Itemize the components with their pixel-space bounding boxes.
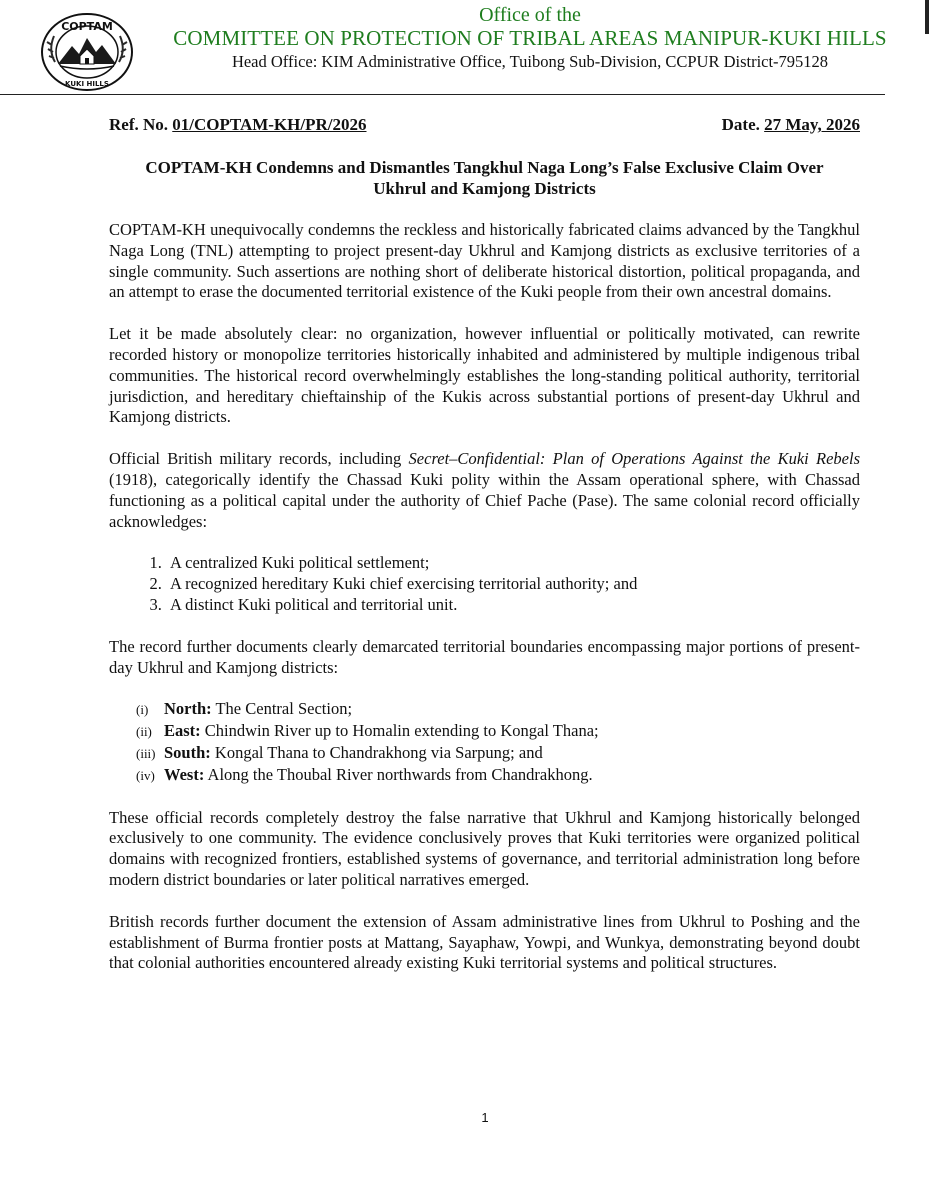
list-item (136, 721, 860, 743)
paragraph-5: These official records completely destroy the false narrative that Ukhrul and Kamjong historically belonged exclusively to one community. The evidence conclusively proves that Kuki territories were organized political domains with recognized frontiers, established systems of governance, and territorial administration long before modern district boundaries or later political narratives emerged. (109, 807, 860, 889)
corner-mark (925, 0, 929, 34)
coptam-logo (40, 12, 134, 92)
paragraph-3-end: (1918), categorically identify the Chassad Kuki polity within the Assam operational sphere, with Chassad functioning as a political capital under the authority of Chief Pache (Pase). The same colonial record officially acknowledges: (109, 469, 860, 531)
list-item (136, 743, 860, 765)
letter-date (722, 114, 860, 136)
list-item (136, 765, 860, 787)
title-line-1: COPTAM-KH Condemns and Dismantles Tangkhul Naga Long’s False Exclusive Claim Over (145, 158, 824, 177)
paragraph-6: British records further document the extension of Assam administrative lines from Ukhrul to Poshing and the establishment of Burma frontier posts at Mattang, Sayaphaw, Yowpi, and Wunkya, demonstrating beyond doubt that colonial authorities encountered already existing Kuki territorial systems and political structures. (109, 911, 860, 973)
boundaries-list (109, 699, 860, 786)
letter-title (109, 157, 860, 199)
boundary-text: Along the Thoubal River northwards from Chandrakhong. (204, 764, 593, 784)
roman-numeral: (iv) (136, 767, 155, 783)
list-item (136, 699, 860, 721)
office-line: Office of the (479, 4, 581, 26)
title-line-2: Ukhrul and Kamjong Districts (373, 179, 596, 198)
paragraph-2: Let it be made absolutely clear: no organization, however influential or politically motivated, can rewrite recorded history or monopolize territories historically inhabited and administered by multiple indigenous tribal communities. The historical record overwhelmingly establishes the long-standing political authority, territorial jurisdiction, and hereditary chieftainship of the Kukis across substantial portions of present-day Ukhrul and Kamjong districts. (109, 324, 860, 427)
letter-body (109, 114, 860, 974)
date-label: Date. (721, 115, 765, 134)
roman-numeral: (i) (136, 702, 149, 718)
boundary-text: The Central Section; (211, 699, 353, 719)
letterhead (150, 4, 910, 73)
ref-value: 01/COPTAM-KH/PR/2026 (172, 115, 367, 134)
boundary-label: North: (164, 699, 212, 719)
paragraph-4: The record further documents clearly demarcated territorial boundaries encompassing major portions of present-day Ukhrul and Kamjong districts: (109, 636, 860, 677)
boundary-label: South: (164, 742, 211, 762)
date-value: 27 May, 2026 (764, 115, 860, 134)
ref-label: Ref. No. (109, 115, 173, 134)
acknowledgement-list (109, 553, 860, 615)
list-item: 2. A recognized hereditary Kuki chief exercising territorial authority; and (166, 574, 860, 595)
logo-top-text: COPTAM (61, 20, 113, 33)
committee-line: COMMITTEE ON PROTECTION OF TRIBAL AREAS MANIPUR-KUKI HILLS (173, 26, 887, 50)
boundary-text: Chindwin River up to Homalin extending to Kongal Thana; (200, 721, 599, 741)
roman-numeral: (iii) (136, 745, 156, 761)
address-line: Head Office: KIM Administrative Office, Tuibong Sub-Division, CCPUR District-795128 (231, 52, 829, 71)
roman-numeral: (ii) (136, 724, 152, 740)
paragraph-3 (109, 449, 860, 532)
boundary-label: East: (164, 721, 201, 741)
document-title-italic: Secret–Confidential: Plan of Operations Against the Kuki Rebels (408, 449, 860, 469)
boundary-label: West: (164, 764, 205, 784)
boundary-text: Kongal Thana to Chandrakhong via Sarpung; and (210, 742, 543, 762)
header-rule (0, 94, 885, 95)
logo-bottom-text: KUKI HILLS (65, 80, 109, 88)
ref-date-row (109, 114, 860, 136)
paragraph-1: COPTAM-KH unequivocally condemns the reckless and historically fabricated claims advanced by the Tangkhul Naga Long (TNL) attempting to project present-day Ukhrul and Kamjong districts as exclusive territories of a single community. Such assertions are nothing short of deliberate historical distortion, political propaganda, and an attempt to erase the documented territorial existence of the Kuki people from their own ancestral domains. (109, 220, 860, 302)
list-item: 3. A distinct Kuki political and territorial unit. (166, 595, 860, 616)
page-number: 1 (481, 1110, 489, 1125)
paragraph-3-start: Official British military records, including (109, 449, 409, 469)
list-item: 1. A centralized Kuki political settlement; (166, 553, 860, 574)
ref-number (109, 114, 367, 136)
